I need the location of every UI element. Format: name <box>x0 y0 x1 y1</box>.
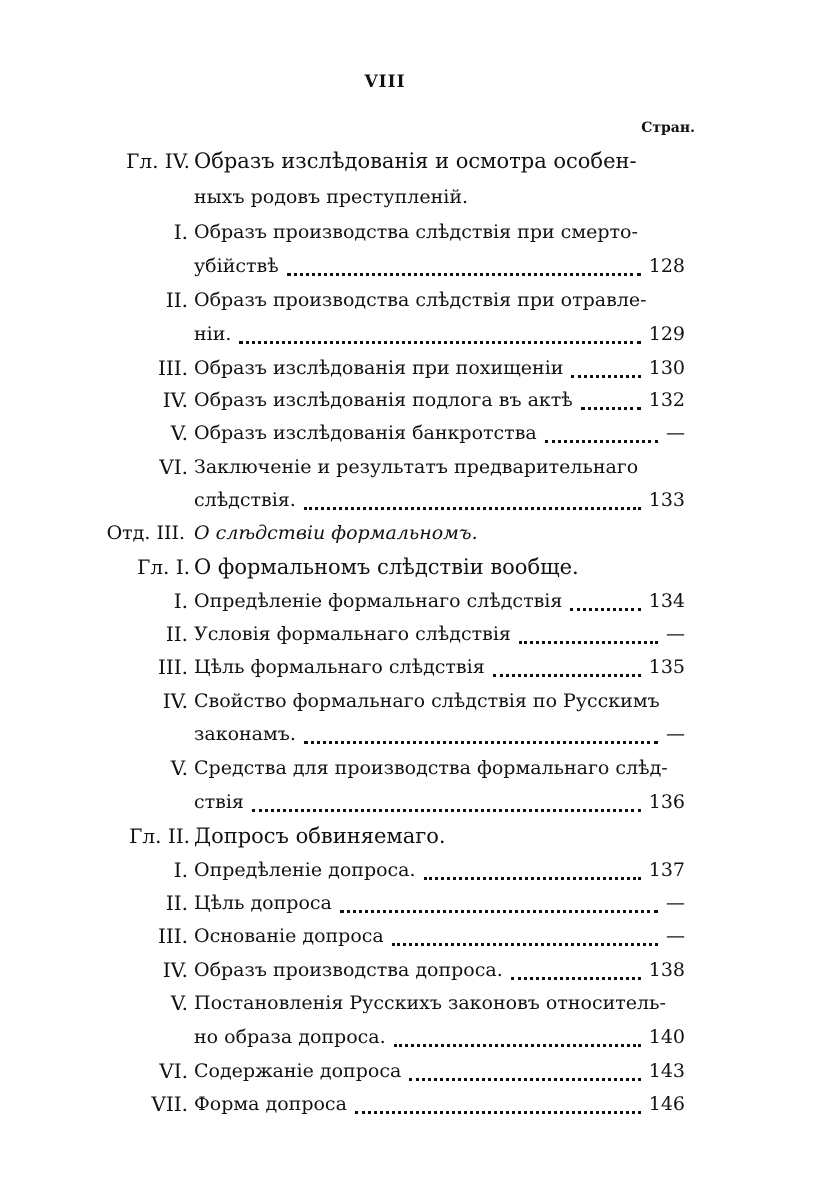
toc-entry-number: II. <box>165 622 188 646</box>
toc-entry-number: III. <box>157 924 188 948</box>
dot-leader <box>304 709 658 744</box>
toc-entry-title: О формальномъ слѣдствіи вообще. <box>194 555 579 579</box>
toc-entry <box>0 618 840 650</box>
toc-entry-title: Средства для производства формальнаго слѣд- <box>194 757 668 779</box>
page-column-label: Стран. <box>641 120 695 136</box>
dot-leader <box>239 309 640 344</box>
toc-entry-number: I. <box>173 589 188 613</box>
toc-entry-title: Форма допроса <box>194 1093 347 1115</box>
toc-entry-page: 135 <box>648 656 685 678</box>
toc-entry-title: Образъ изслѣдованія банкротства <box>194 422 537 444</box>
toc-entry-number: II. <box>165 288 188 312</box>
toc-entry-page: 146 <box>648 1093 685 1115</box>
toc-entry-number: III. <box>157 655 188 679</box>
toc-entry <box>0 384 840 416</box>
toc-entry-page: — <box>666 925 685 947</box>
toc-entry-title: Образъ изслѣдованія подлога въ актѣ <box>194 389 573 411</box>
toc-entry-title: Образъ изслѣдованія и осмотра особен- <box>194 149 637 173</box>
toc-entry-title: Образъ производства слѣдствія при отравле- <box>194 289 647 311</box>
dot-leader <box>252 777 641 812</box>
toc-entry <box>0 484 840 516</box>
toc-entry-title: убійствѣ <box>194 255 279 277</box>
toc-entry-number: IV. <box>162 689 188 713</box>
toc-entry-number: VI. <box>159 1059 188 1083</box>
toc-entry-page: 133 <box>648 489 685 511</box>
dot-leader <box>511 945 641 980</box>
toc-entry-page: — <box>666 892 685 914</box>
dot-leader <box>287 241 641 276</box>
toc-entry-title: Цѣль допроса <box>194 892 332 914</box>
toc-entry-title: Постановленія Русскихъ законовъ относитель- <box>194 992 666 1014</box>
toc-entry-title: слѣдствія. <box>194 489 296 511</box>
dot-leader <box>570 576 640 611</box>
toc-entry-title: Основаніе допроса <box>194 925 384 947</box>
toc-entry-title: Опредѣленіе допроса. <box>194 859 416 881</box>
toc-entry-number: Гл. II. <box>129 824 190 848</box>
toc-entry <box>0 250 840 282</box>
dot-leader <box>424 845 641 880</box>
toc-entry-number: II. <box>165 891 188 915</box>
toc-entry-page: — <box>666 723 685 745</box>
toc-entry-number: V. <box>170 991 188 1015</box>
toc-entry-title: О слѣдствіи формальномъ. <box>194 522 478 544</box>
toc-entry-number: Гл. IV. <box>126 149 190 173</box>
dot-leader <box>392 911 658 946</box>
toc-entry-number: I. <box>173 220 188 244</box>
toc-entry-page: 136 <box>648 791 685 813</box>
toc-entry-number: I. <box>173 858 188 882</box>
toc-entry <box>0 786 840 818</box>
toc-entry-page: 134 <box>648 590 685 612</box>
toc-entry-title: ніи. <box>194 323 232 345</box>
dot-leader <box>340 878 658 913</box>
dot-leader <box>493 642 641 677</box>
toc-entry-title: Образъ изслѣдованія при похищеніи <box>194 357 564 379</box>
dot-leader <box>571 343 640 378</box>
toc-entry-title: Образъ производства слѣдствія при смерто- <box>194 221 638 243</box>
page-number: VIII <box>364 72 406 92</box>
toc-entry <box>0 517 840 549</box>
toc-entry-number: Отд. III. <box>106 522 185 544</box>
dot-leader <box>409 1046 640 1081</box>
toc-entry-title: Условія формальнаго слѣдствія <box>194 623 511 645</box>
toc-entry-title: законамъ. <box>194 723 296 745</box>
toc-entry-page: 138 <box>648 959 685 981</box>
toc-entry-page: 137 <box>648 859 685 881</box>
toc-entry <box>0 820 840 852</box>
toc-entry-title: Заключеніе и результатъ предварительнаго <box>194 456 639 478</box>
toc-entry-title: ныхъ родовъ преступленій. <box>194 186 469 208</box>
toc-entry <box>0 318 840 350</box>
dot-leader <box>519 609 658 644</box>
toc-entry <box>0 551 840 583</box>
toc-entry-title: Свойство формальнаго слѣдствія по Русскимъ <box>194 690 660 712</box>
toc-entry-title: Опредѣленіе формальнаго слѣдствія <box>194 590 563 612</box>
toc-entry <box>0 920 840 952</box>
toc-entry <box>0 585 840 617</box>
toc-entry <box>0 954 840 986</box>
toc-entry <box>0 181 840 213</box>
toc-entry-title: но образа допроса. <box>194 1026 386 1048</box>
toc-entry <box>0 651 840 683</box>
toc-entry-title: Цѣль формальнаго слѣдствія <box>194 656 485 678</box>
dot-leader <box>394 1012 641 1047</box>
toc-entry-page: 140 <box>648 1026 685 1048</box>
toc-entry-title: Допросъ обвиняемаго. <box>194 824 446 848</box>
dot-leader <box>581 375 641 410</box>
toc-entry-page: 130 <box>648 357 685 379</box>
toc-entry-number: VII. <box>151 1092 188 1116</box>
toc-entry-page: — <box>666 422 685 444</box>
toc-entry-number: IV. <box>162 958 188 982</box>
toc-entry-number: IV. <box>162 388 188 412</box>
toc-entry-title: Образъ производства допроса. <box>194 959 503 981</box>
dot-leader <box>545 408 658 443</box>
toc-entry-number: V. <box>170 756 188 780</box>
toc-entry-number: V. <box>170 421 188 445</box>
toc-entry-page: 128 <box>648 255 685 277</box>
dot-leader <box>304 475 641 510</box>
toc-entry-number: III. <box>157 356 188 380</box>
toc-entry-page: 129 <box>648 323 685 345</box>
toc-entry-page: 143 <box>648 1060 685 1082</box>
toc-entry <box>0 1088 840 1120</box>
dot-leader <box>355 1079 641 1114</box>
toc-entry-page: 132 <box>648 389 685 411</box>
toc-entry <box>0 145 840 177</box>
toc-entry-title: Содержаніе допроса <box>194 1060 402 1082</box>
toc-entry <box>0 352 840 384</box>
toc-entry <box>0 718 840 750</box>
toc-entry-title: ствія <box>194 791 244 813</box>
toc-entry-number: VI. <box>159 455 188 479</box>
toc-entry-page: — <box>666 623 685 645</box>
toc-entry-number: Гл. I. <box>137 555 190 579</box>
toc-entry <box>0 417 840 449</box>
